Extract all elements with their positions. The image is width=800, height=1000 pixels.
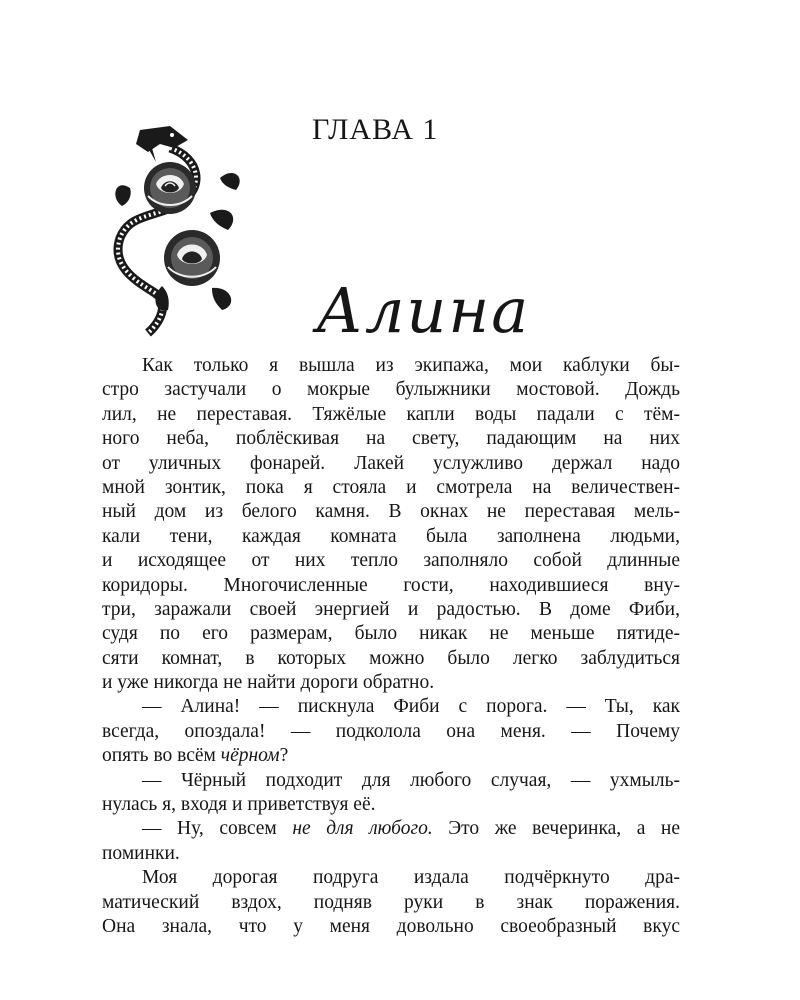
text-run: Это же вечеринка, а не (448, 818, 681, 840)
chapter-text (102, 354, 680, 939)
emphasis-text: чёрном (220, 745, 280, 767)
dialogue-line: поминки. (102, 842, 180, 864)
text-run: опять во всём (102, 745, 216, 767)
text-line: и уже никогда не найти дороги обратно. (102, 672, 435, 694)
text-line: Как только я вышла из экипажа, мои каблуки бы- (142, 355, 680, 376)
text-line: мной зонтик, пока я стояла и смотрела на величествен- (102, 476, 680, 498)
text-line: Моя дорогая подруга издала подчёркнуто дра- (142, 867, 680, 889)
text-line: матический вздох, подняв руки в знак поражения. (102, 891, 680, 913)
text-line: сяти комнат, в которых можно было легко заблудиться (102, 647, 680, 669)
chapter-title: Алина (316, 274, 531, 347)
dialogue-line: нулась я, входя и приветствуя её. (102, 794, 376, 816)
text-line: от уличных фонарей. Лакей услужливо держал надо (102, 452, 680, 474)
text-line: и исходящее от них тепло заполняло собой длинные (102, 550, 680, 572)
text-run: — Ну, совсем (142, 818, 277, 840)
text-line: судя по его размерам, было никак не меньше пятиде- (102, 623, 680, 645)
dialogue-line (102, 817, 680, 841)
text-run: ? (279, 745, 289, 767)
text-line: кали тени, каждая комната была заполнена людьми, (102, 525, 680, 547)
dialogue-line (102, 744, 680, 768)
text-line: коридоры. Многочисленные гости, находившиеся вну- (102, 574, 680, 596)
text-line: три, заражали своей энергией и радостью. В доме Фиби, (102, 598, 680, 620)
emphasis-text: не для любого. (292, 818, 433, 840)
text-line: Она знала, что у меня довольно своеобразный вкус (102, 915, 680, 937)
dialogue-line: — Алина! — пискнула Фиби с порога. — Ты, как (142, 696, 680, 718)
text-line: ного неба, поблёскивая на свету, падающим на них (102, 428, 680, 450)
snake-roses-illustration (100, 118, 250, 338)
text-line: стро застучали о мокрые булыжники мостовой. Дождь (102, 379, 680, 401)
chapter-number: ГЛАВА 1 (312, 113, 439, 146)
text-line: ный дом из белого камня. В окнах не переставая мель- (102, 501, 680, 523)
dialogue-line: всегда, опоздала! — подколола она меня. — Почему (102, 720, 680, 742)
dialogue-line: — Чёрный подходит для любого случая, — ухмыль- (142, 769, 680, 791)
text-line: лил, не переставая. Тяжёлые капли воды падали с тём- (102, 403, 680, 425)
